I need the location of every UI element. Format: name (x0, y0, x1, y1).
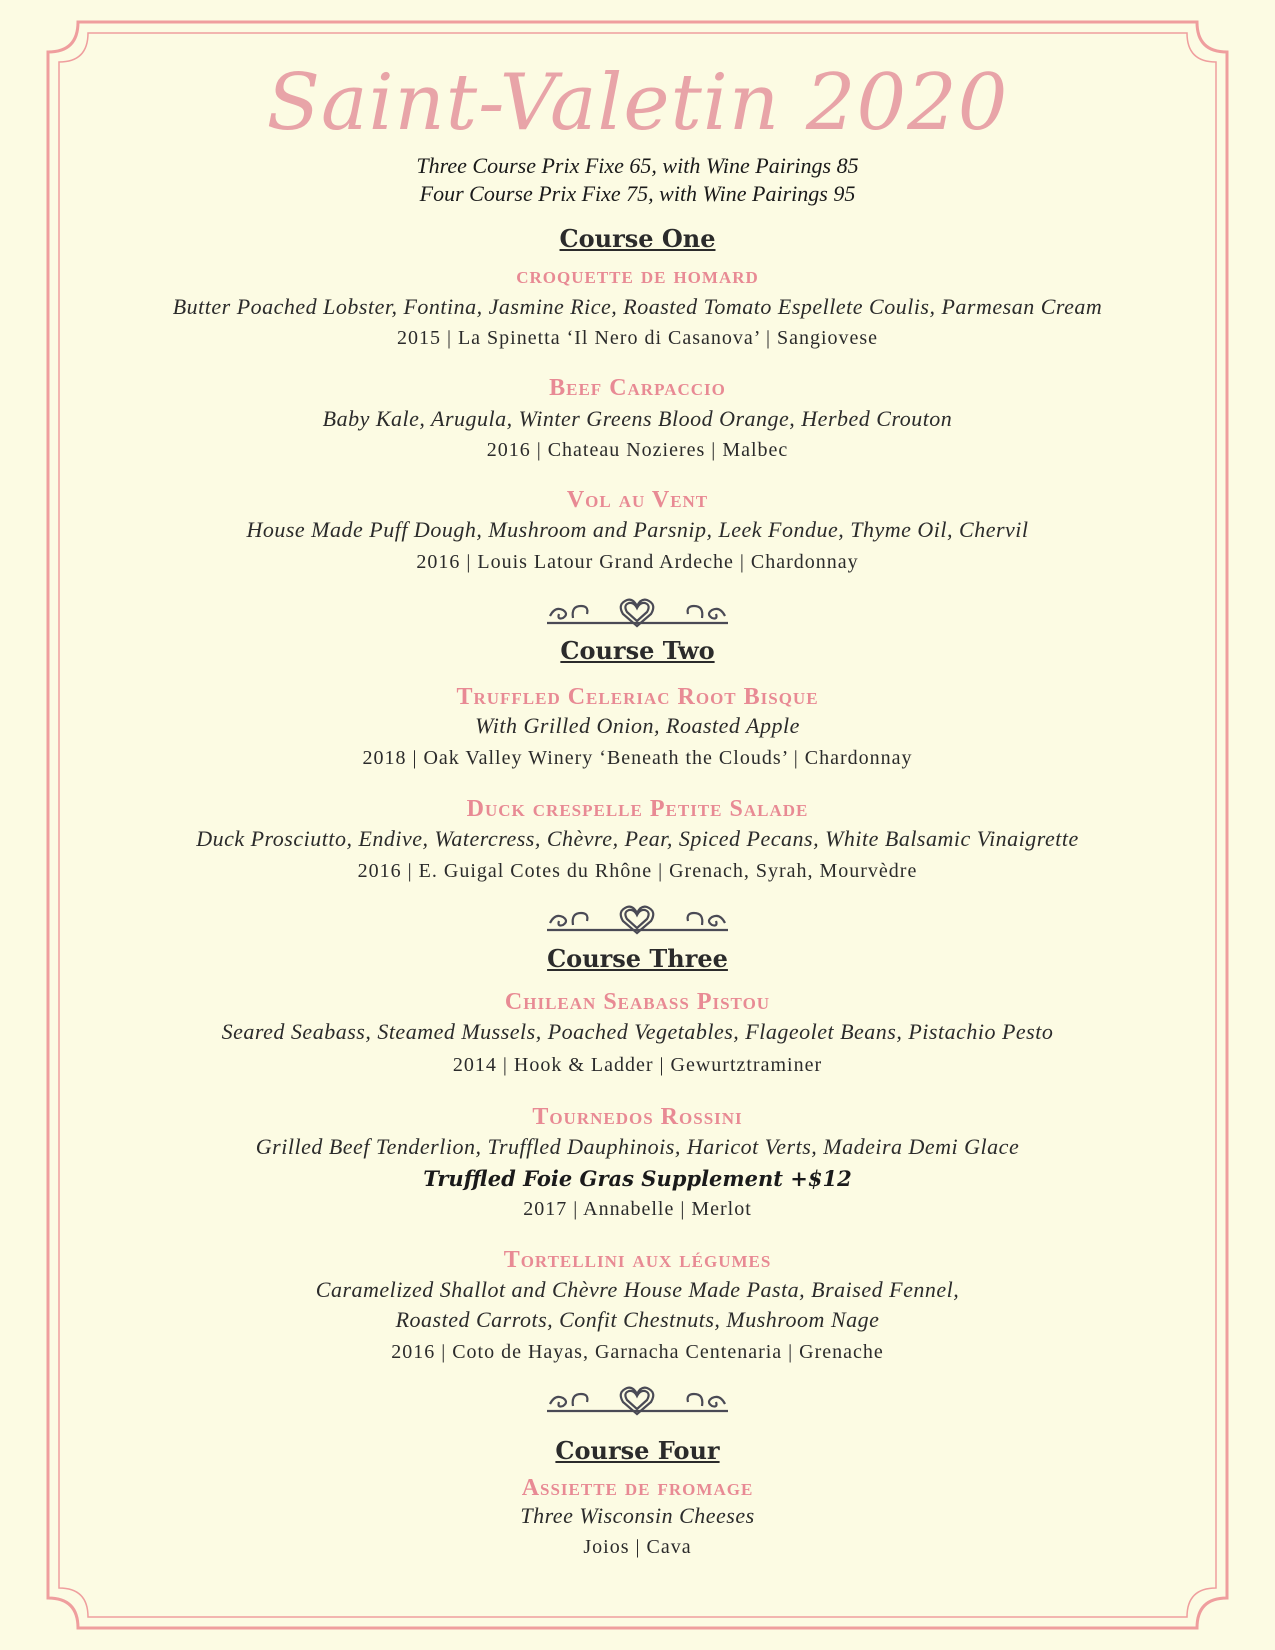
heart-flourish-icon (545, 897, 730, 937)
course-four-title: Course Four (555, 1436, 720, 1465)
wine-pairing: 2015 | La Spinetta ‘Il Nero di Casanova’ | Sangiovese (396, 327, 879, 349)
course-three-title: Course Three (547, 944, 728, 973)
dish-description: Seared Seabass, Steamed Mussels, Poached Vegetables, Flageolet Beans, Pistachio Pesto (221, 1019, 1054, 1044)
price-line-four-course: Four Course Prix Fixe 75, with Wine Pairings 95 (419, 181, 856, 206)
dish-description: Three Wisconsin Cheeses (520, 1503, 755, 1528)
dish-name: Tortellini aux légumes (503, 1247, 772, 1273)
wine-pairing: 2016 | E. Guigal Cotes du Rhône | Grenach, Syrah, Mourvèdre (357, 860, 918, 882)
wine-pairing: 2017 | Annabelle | Merlot (523, 1198, 752, 1220)
wine-pairing: 2016 | Louis Latour Grand Ardeche | Chardonnay (416, 551, 859, 573)
dish-description-line-2: Roasted Carrots, Confit Chestnuts, Mushroom Nage (395, 1307, 880, 1332)
dish-name: Truffled Celeriac Root Bisque (456, 684, 819, 710)
wine-pairing: Joios | Cava (583, 1536, 692, 1558)
dish-name: Duck crespelle Petite Salade (466, 796, 809, 822)
price-line-three-course: Three Course Prix Fixe 65, with Wine Pairings 85 (416, 153, 859, 178)
heart-flourish-icon (545, 1378, 730, 1418)
dish-name: Tournedos Rossini (532, 1104, 743, 1130)
dish-description: Grilled Beef Tenderlion, Truffled Dauphinois, Haricot Verts, Madeira Demi Glace (255, 1134, 1020, 1159)
course-one-title: Course One (559, 224, 716, 253)
wine-pairing: 2016 | Chateau Nozieres | Malbec (486, 439, 789, 461)
dish-description: Caramelized Shallot and Chèvre House Made Pasta, Braised Fennel, (315, 1277, 960, 1302)
wine-pairing: 2014 | Hook & Ladder | Gewurtztraminer (452, 1054, 823, 1076)
heart-flourish-icon (545, 590, 730, 630)
menu-title: Saint-Valetin 2020 (266, 58, 1009, 148)
dish-name: Beef Carpaccio (549, 375, 726, 401)
dish-name: croquette de homard (516, 263, 759, 289)
dish-description: Butter Poached Lobster, Fontina, Jasmine Rice, Roasted Tomato Espellete Coulis, Parmesan Cream (172, 294, 1103, 319)
wine-pairing: 2016 | Coto de Hayas, Garnacha Centenaria | Grenache (391, 1341, 884, 1363)
supplement-note: Truffled Foie Gras Supplement +$12 (423, 1166, 852, 1191)
dish-description: With Grilled Onion, Roasted Apple (475, 713, 800, 738)
price-info (0, 152, 1275, 208)
dish-description: Duck Prosciutto, Endive, Watercress, Chèvre, Pear, Spiced Pecans, White Balsamic Vinaigrette (196, 826, 1079, 851)
wine-pairing: 2018 | Oak Valley Winery ‘Beneath the Clouds’ | Chardonnay (362, 747, 913, 769)
course-two-title: Course Two (560, 636, 715, 665)
dish-description: Baby Kale, Arugula, Winter Greens Blood Orange, Herbed Crouton (322, 406, 953, 431)
dish-description: House Made Puff Dough, Mushroom and Parsnip, Leek Fondue, Thyme Oil, Chervil (246, 517, 1029, 542)
dish-name: Assiette de fromage (521, 1475, 754, 1501)
dish-name: Vol au Vent (566, 487, 709, 513)
dish-name: Chilean Seabass Pistou (504, 989, 771, 1015)
